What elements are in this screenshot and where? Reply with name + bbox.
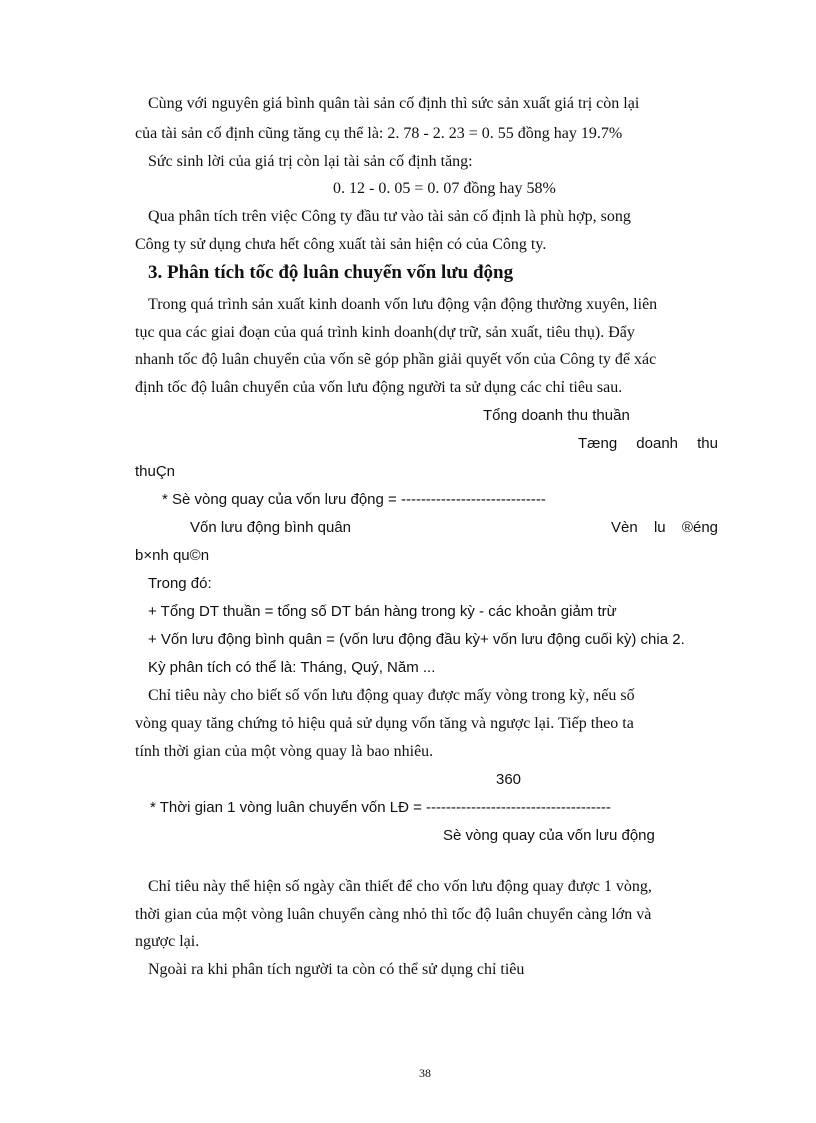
text-line: Công ty sử dụng chưa hết công xuất tài sản hiện có của Công ty. <box>135 236 547 253</box>
text-line: tính thời gian của một vòng quay là bao nhiêu. <box>135 743 434 760</box>
text-line: Trong đó: <box>148 575 212 592</box>
text-line: nhanh tốc độ luân chuyển của vốn sẽ góp phần giải quyết vốn của Công ty để xác <box>135 351 657 368</box>
garbled-text: Vèn lu ®éng <box>611 519 718 536</box>
text-line: Chỉ tiêu này thể hiện số ngày cần thiết để cho vốn lưu động quay được 1 vòng, <box>148 878 652 895</box>
text-line: định tốc độ luân chuyển của vốn lưu động người ta sử dụng các chỉ tiêu sau. <box>135 379 623 396</box>
text-line: Cùng với nguyên giá bình quân tài sản cố định thì sức sản xuất giá trị còn lại <box>148 95 640 112</box>
page-number: 38 <box>419 1066 431 1080</box>
formula-denominator: Sè vòng quay của vốn lưu động <box>443 827 655 844</box>
formula-numerator: 360 <box>496 771 522 788</box>
garbled-text: b×nh qu©n <box>135 547 210 564</box>
text-line: của tài sản cố định cũng tăng cụ thể là: 2. 78 - 2. 23 = 0. 55 đồng hay 19.7% <box>135 125 623 142</box>
formula-denominator: Vốn lưu động bình quân <box>190 519 352 536</box>
formula-numerator: Tổng doanh thu thuần <box>483 407 630 424</box>
text-line: Qua phân tích trên việc Công ty đầu tư vào tài sản cố định là phù hợp, song <box>148 208 631 225</box>
text-line: tục qua các giai đoạn của quá trình kinh doanh(dự trữ, sản xuất, tiêu thụ). Đẩy <box>135 324 635 341</box>
text-line: + Vốn lưu động bình quân = (vốn lưu động đầu kỳ+ vốn lưu động cuối kỳ) chia 2. <box>148 631 685 648</box>
garbled-text: Tæng doanh thu <box>578 435 718 452</box>
text-line: + Tổng DT thuần = tổng số DT bán hàng trong kỳ - các khoản giảm trừ <box>148 603 617 620</box>
text-line: ngược lại. <box>135 933 200 950</box>
text-line: Sức sinh lời của giá trị còn lại tài sản cố định tăng: <box>148 153 473 170</box>
section-heading: 3. Phân tích tốc độ luân chuyển vốn lưu động <box>148 262 514 283</box>
formula-equation: * Sè vòng quay của vốn lưu động = ----------------------------- <box>162 491 546 508</box>
text-line: 0. 12 - 0. 05 = 0. 07 đồng hay 58% <box>333 180 556 197</box>
text-line: Trong quá trình sản xuất kinh doanh vốn lưu động vận động thường xuyên, liên <box>148 296 658 313</box>
text-line: Kỳ phân tích có thể là: Tháng, Quý, Năm ... <box>148 659 436 676</box>
text-line: thời gian của một vòng luân chuyển càng nhỏ thì tốc độ luân chuyển càng lớn và <box>135 906 652 923</box>
garbled-text: thuÇn <box>135 463 176 480</box>
formula-equation: * Thời gian 1 vòng luân chuyển vốn LĐ = ------------------------------------- <box>150 799 611 816</box>
text-line: Ngoài ra khi phân tích người ta còn có thể sử dụng chỉ tiêu <box>148 961 525 978</box>
text-line: Chỉ tiêu này cho biết số vốn lưu động quay được mấy vòng trong kỳ, nếu số <box>148 687 635 704</box>
text-line: vòng quay tăng chứng tỏ hiệu quả sử dụng vốn tăng và ngược lại. Tiếp theo ta <box>135 715 634 732</box>
